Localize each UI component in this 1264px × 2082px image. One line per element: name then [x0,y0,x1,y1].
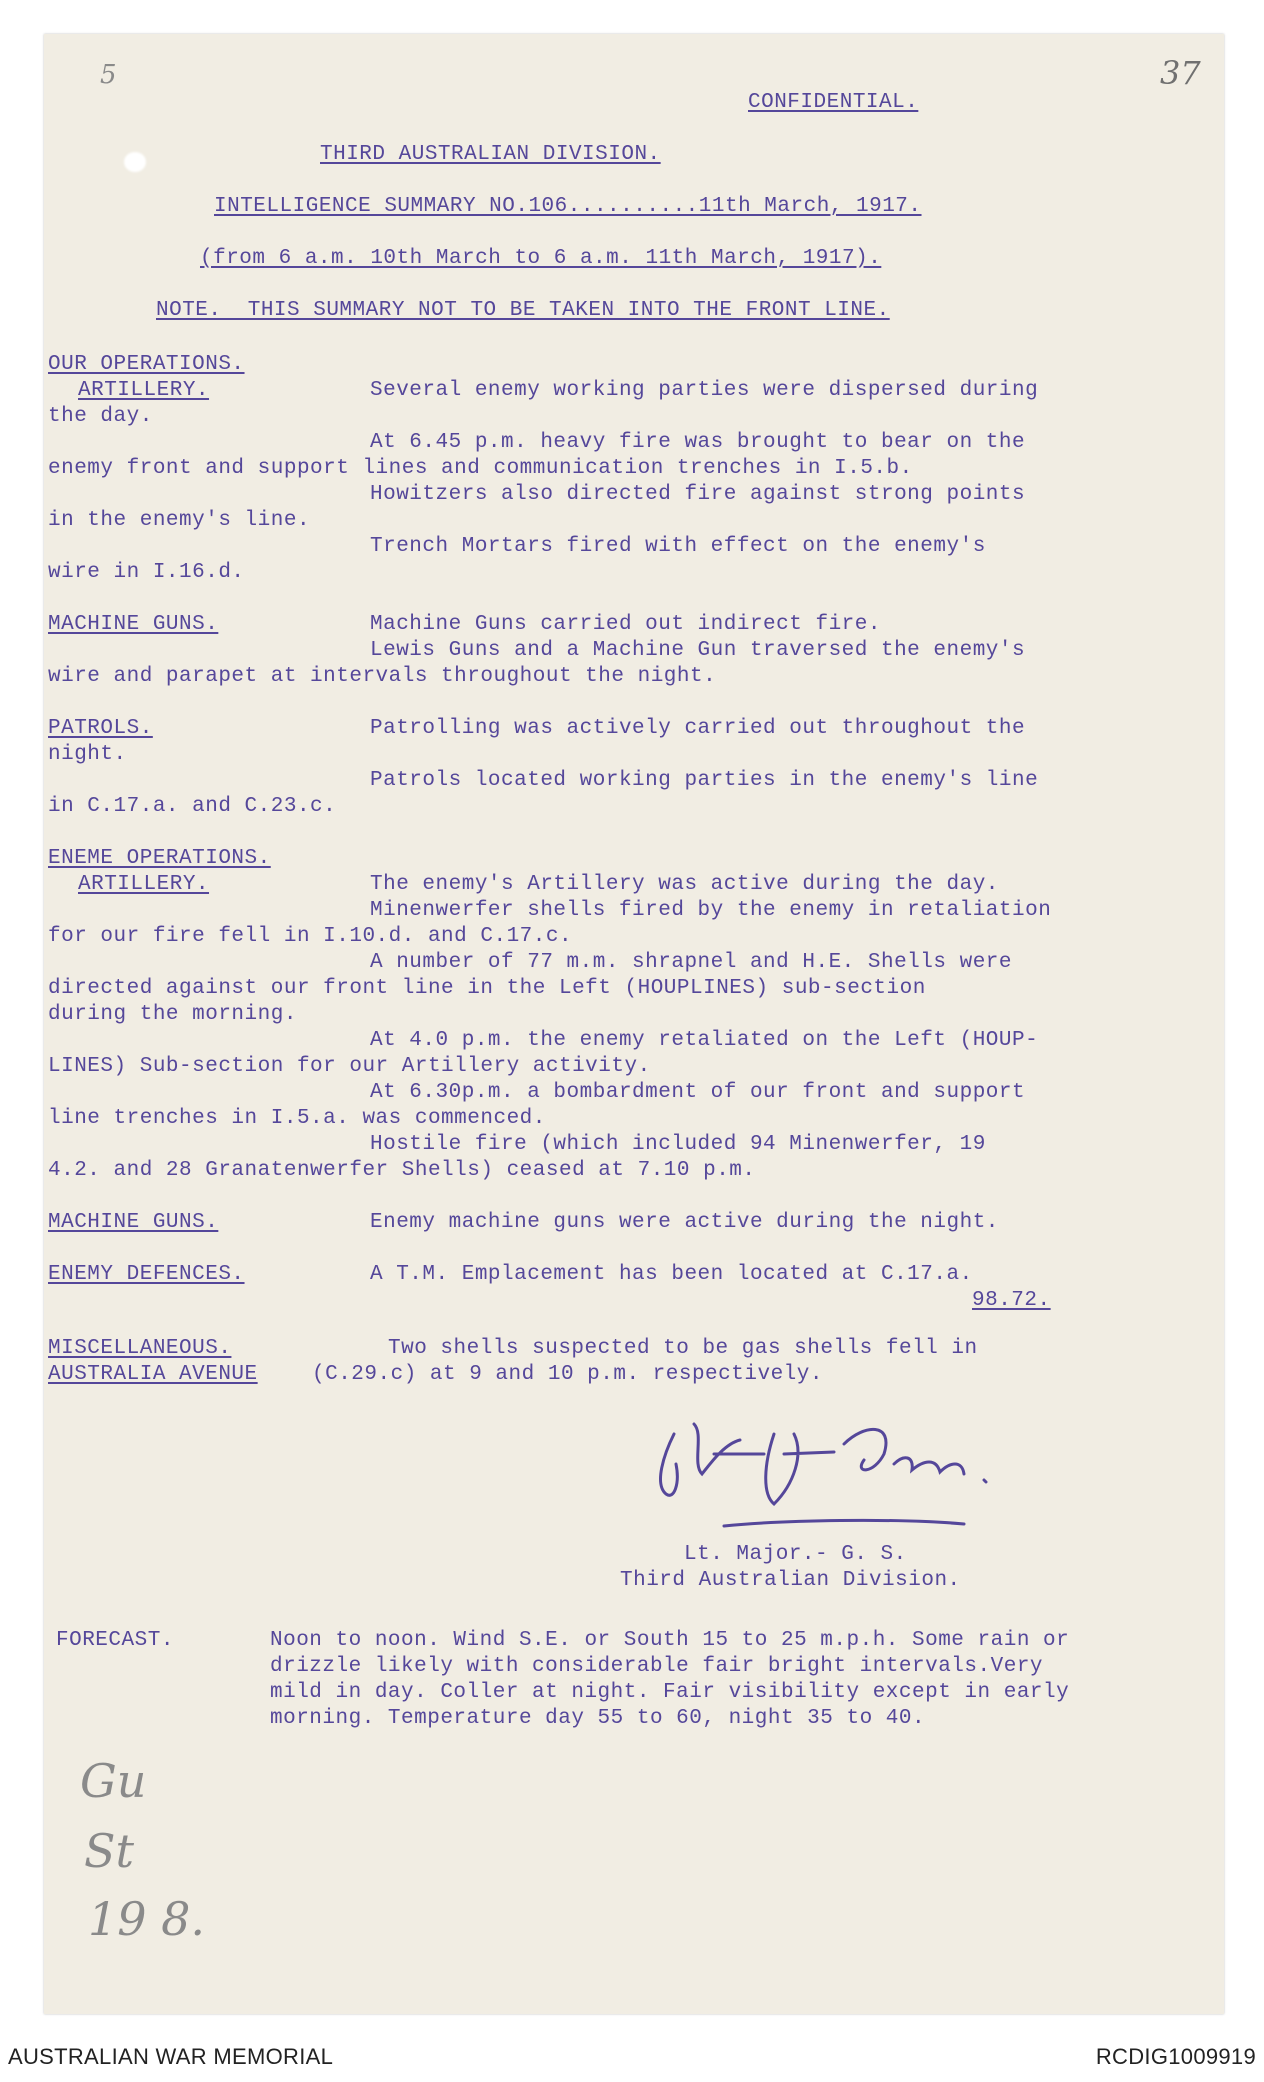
patrols-line: Patrolling was actively carried out throughout the [370,717,1026,740]
pencil-note: St [84,1824,134,1878]
corner-pencil-mark: 5 [100,60,117,90]
enemy-machine-guns-label: MACHINE GUNS. [48,1211,219,1234]
patrols-line: night. [48,743,127,766]
enemy-defences-text: A T.M. Emplacement has been located at C.17.a. [370,1263,973,1286]
signature-rank: Lt. Major.- G. S. [684,1543,907,1566]
enemy-artillery-line: directed against our front line in the Left (HOUPLINES) sub-section [48,977,926,1000]
enemy-artillery-line: Hostile fire (which included 94 Minenwerfer, 19 [370,1133,986,1156]
enemy-artillery-line: At 6.30p.m. a bombardment of our front and support [370,1081,1026,1104]
forecast-line: Noon to noon. Wind S.E. or South 15 to 25 m.p.h. Some rain or [270,1629,1070,1652]
handwritten-signature [644,1394,1004,1544]
our-operations-heading: OUR OPERATIONS. [48,353,245,376]
misc-label: MISCELLANEOUS. [48,1337,232,1360]
enemy-artillery-line: LINES) Sub-section for our Artillery activity. [48,1055,651,1078]
pencil-note: Gu [80,1754,147,1808]
footer-archive-name: AUSTRALIAN WAR MEMORIAL [8,2044,334,2069]
period-line: (from 6 a.m. 10th March to 6 a.m. 11th March, 1917). [200,247,882,270]
enemy-artillery-line: At 4.0 p.m. the enemy retaliated on the Left (HOUP- [370,1029,1039,1052]
document-page [44,34,1224,2014]
our-artillery-line: in the enemy's line. [48,509,311,532]
our-artillery-line: At 6.45 p.m. heavy fire was brought to bear on the [370,431,1026,454]
note-line: NOTE. THIS SUMMARY NOT TO BE TAKEN INTO THE FRONT LINE. [156,299,890,322]
classification: CONFIDENTIAL. [748,91,919,114]
our-artillery-line: the day. [48,405,153,428]
forecast-line: mild in day. Coller at night. Fair visibility except in early [270,1681,1070,1704]
enemy-artillery-line: A number of 77 m.m. shrapnel and H.E. Shells were [370,951,1013,974]
our-artillery-line: wire in I.16.d. [48,561,245,584]
patrols-line: Patrols located working parties in the enemy's line [370,769,1039,792]
our-machine-guns-line: Machine Guns carried out indirect fire. [370,613,881,636]
page-number: 37 [1160,54,1201,92]
pencil-note: 19 8. [88,1892,206,1946]
forecast-line: morning. Temperature day 55 to 60, night 35 to 40. [270,1707,926,1730]
division-title: THIRD AUSTRALIAN DIVISION. [320,143,661,166]
misc-text: (C.29.c) at 9 and 10 p.m. respectively. [312,1363,823,1386]
enemy-artillery-line: during the morning. [48,1003,297,1026]
enemy-defences-label: ENEMY DEFENCES. [48,1263,245,1286]
our-artillery-line: enemy front and support lines and communication trenches in I.5.b. [48,457,913,480]
patrols-line: in C.17.a. and C.23.c. [48,795,337,818]
enemy-defences-ref: 98.72. [972,1289,1051,1312]
our-artillery-line: Several enemy working parties were dispersed during [370,379,1039,402]
our-machine-guns-label: MACHINE GUNS. [48,613,219,636]
enemy-artillery-line: 4.2. and 28 Granatenwerfer Shells) ceased at 7.10 p.m. [48,1159,756,1182]
misc-label-avenue: AUSTRALIA AVENUE [48,1363,258,1386]
enemy-machine-guns-text: Enemy machine guns were active during the night. [370,1211,999,1234]
enemy-artillery-line: for our fire fell in I.10.d. and C.17.c. [48,925,573,948]
our-machine-guns-line: Lewis Guns and a Machine Gun traversed the enemy's [370,639,1026,662]
our-artillery-line: Howitzers also directed fire against strong points [370,483,1026,506]
enemy-artillery-label: ARTILLERY. [78,873,210,896]
our-artillery-line: Trench Mortars fired with effect on the enemy's [370,535,986,558]
enemy-artillery-line: line trenches in I.5.a. was commenced. [48,1107,546,1130]
forecast-line: drizzle likely with considerable fair bright intervals.Very [270,1655,1044,1678]
paper-blemish [124,152,146,172]
our-machine-guns-line: wire and parapet at intervals throughout the night. [48,665,717,688]
enemy-artillery-line: Minenwerfer shells fired by the enemy in retaliation [370,899,1052,922]
our-artillery-label: ARTILLERY. [78,379,210,402]
forecast-label: FORECAST. [56,1629,174,1652]
footer-record-id: RCDIG1009919 [1095,2044,1256,2069]
signature-unit: Third Australian Division. [620,1569,961,1592]
misc-text: Two shells suspected to be gas shells fell in [388,1337,978,1360]
enemy-operations-heading: ENEME OPERATIONS. [48,847,271,870]
summary-title: INTELLIGENCE SUMMARY NO.106..........11th March, 1917. [214,195,922,218]
patrols-label: PATROLS. [48,717,153,740]
enemy-artillery-line: The enemy's Artillery was active during the day. [370,873,999,896]
